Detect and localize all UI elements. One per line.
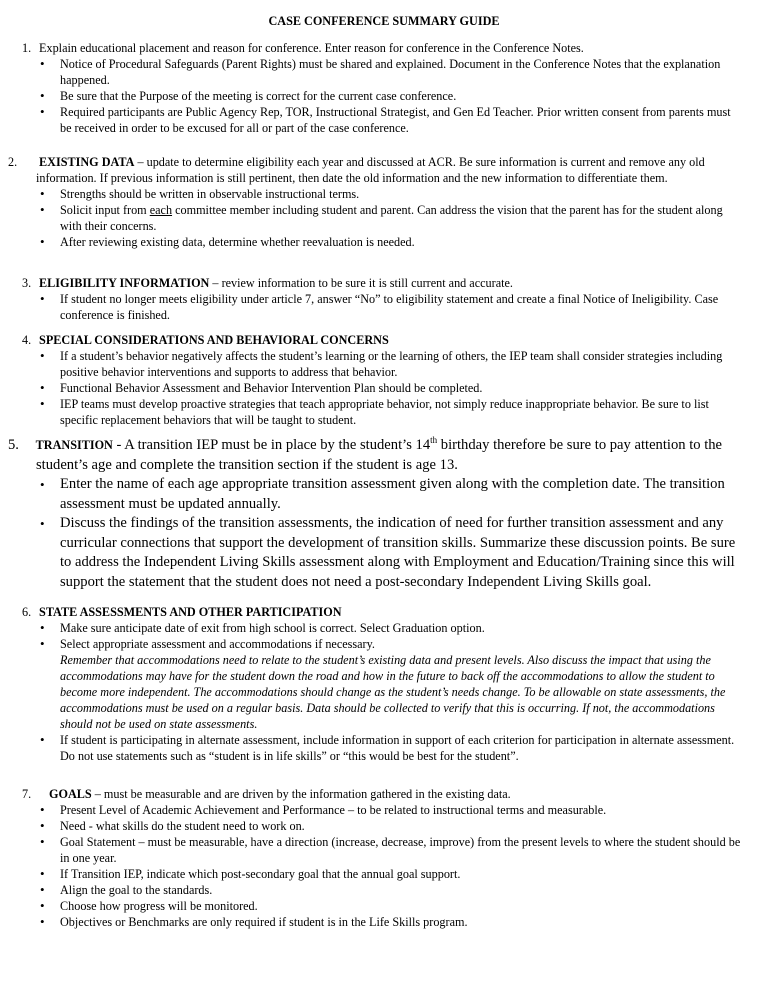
- section-7-bullet-4: • If Transition IEP, indicate which post-secondary goal that the annual goal support.: [22, 866, 742, 882]
- section-2-bullet-2-underlined: each: [149, 203, 173, 217]
- page-title: CASE CONFERENCE SUMMARY GUIDE: [268, 14, 500, 28]
- section-7-bullet-6: • Choose how progress will be monitored.: [22, 898, 742, 914]
- section-4-bullet-3: • IEP teams must develop proactive strategies that teach appropriate behavior, not simply reduce inappropriate behavior. Be sure to list specific replacement behaviors that will be taught to student.: [22, 396, 742, 428]
- section-2-text: – update to determine eligibility each year and discussed at ACR. Be sure information is current and remove any old information. If previous information is still pertinent, then date the old information and the new information to differentiate them.: [36, 155, 705, 185]
- section-7-heading: GOALS: [49, 787, 92, 801]
- section-5-heading: TRANSITION: [35, 438, 113, 452]
- section-4-heading: SPECIAL CONSIDERATIONS AND BEHAVIORAL CONCERNS: [39, 333, 389, 347]
- section-7-intro: [22, 786, 742, 802]
- section-3-heading: ELIGIBILITY INFORMATION: [39, 276, 210, 290]
- section-2: [8, 154, 742, 250]
- section-7-text: – must be measurable and are driven by the information gathered in the existing data.: [91, 787, 511, 801]
- section-1-text: Explain educational placement and reason for conference. Enter reason for conference in the Conference Notes.: [39, 41, 584, 55]
- section-6-number: 6.: [22, 605, 32, 619]
- section-3-bullet-1: • If student no longer meets eligibility under article 7, answer “No” to eligibility statement and create a final Notice of Ineligibility. Case conference is finished.: [22, 291, 742, 323]
- section-4-intro: [22, 332, 742, 348]
- section-6: [22, 604, 742, 764]
- section-2-bullet-2: [22, 202, 742, 234]
- section-2-heading: EXISTING DATA: [39, 155, 135, 169]
- section-1-bullet-3: • Required participants are Public Agency Rep, TOR, Instructional Strategist, and Gen Ed Teacher. Prior written consent from parents must be received in order to be excused for all or part of the case conference.: [22, 104, 742, 136]
- section-4-bullet-2: • Functional Behavior Assessment and Behavior Intervention Plan should be completed.: [22, 380, 742, 396]
- section-5: [8, 435, 742, 592]
- section-7-bullet-5: • Align the goal to the standards.: [22, 882, 742, 898]
- section-5-text-start: - A transition IEP must be in place by the student’s 14: [112, 437, 431, 453]
- section-1-intro: [22, 40, 742, 56]
- section-6-note: Remember that accommodations need to relate to the student’s existing data and present levels. Also discuss the impact that using the accommodations may have for the student down the road and how in the future to back off the accommodations to allow the student to become more independent. The accommodations should change as the student’s needs change. To be allowable on state assessments, the accommodations must be used on a regular basis. Data should be collected to verify that this is occurring. If not, the accommodations should not be used on state assessments.: [60, 653, 726, 731]
- section-5-text-end: birthday therefore be sure to pay attention to the student’s age and complete the transition section if the student is age 13.: [36, 437, 723, 473]
- section-7-bullet-1: • Present Level of Academic Achievement and Performance – to be related to instructional terms and measurable.: [22, 802, 742, 818]
- section-2-bullet-1: • Strengths should be written in observable instructional terms.: [22, 186, 742, 202]
- section-2-bullet-2-start: Solicit input from: [60, 203, 150, 217]
- section-1-bullet-1: • Notice of Procedural Safeguards (Parent Rights) must be shared and explained. Document in the Conference Notes that the explanation happened.: [22, 56, 742, 88]
- section-5-intro: [8, 435, 742, 475]
- section-3-text: – review information to be sure it is still current and accurate.: [209, 276, 513, 290]
- section-6-bullet-3: • If student is participating in alternate assessment, include information in support of each criterion for participation in alternate assessment. Do not use statements such as “student is in life skills” or “this would be best for the student”.: [22, 732, 742, 764]
- section-6-bullet-1: • Make sure anticipate date of exit from high school is correct. Select Graduation option.: [22, 620, 742, 636]
- section-2-number: 2.: [8, 155, 18, 169]
- section-3: [22, 275, 742, 323]
- section-7-bullet-2: • Need - what skills do the student need to work on.: [22, 818, 742, 834]
- section-2-intro: [8, 154, 742, 186]
- section-3-intro: [22, 275, 742, 291]
- section-6-heading: STATE ASSESSMENTS AND OTHER PARTICIPATION: [39, 605, 342, 619]
- section-1-number: 1.: [22, 41, 32, 55]
- section-2-bullet-2-end: committee member including student and parent. Can address the vision that the parent has for the student along with their concerns.: [60, 203, 723, 233]
- section-5-bullet-2: • Discuss the findings of the transition assessments, the indication of need for further transition assessment and any curricular connections that support the development of transition skills. Summarize these discussion points. Be sure to address the Independent Living Skills assessment along with Employment and Education/Training since this will support the statement that the student does not need a post-secondary Independent Living Skills goal.: [22, 514, 742, 592]
- section-6-intro: [22, 604, 742, 620]
- section-4: [22, 332, 742, 428]
- section-6-bullet-2: • Select appropriate assessment and accommodations if necessary.: [22, 636, 742, 652]
- section-4-bullet-1: • If a student’s behavior negatively affects the student’s learning or the learning of others, the IEP team shall consider strategies including positive behavior interventions and supports to address that behavior.: [22, 348, 742, 380]
- section-3-number: 3.: [22, 276, 32, 290]
- section-7: [22, 786, 742, 930]
- section-7-number: 7.: [22, 787, 32, 801]
- section-1-bullet-2: • Be sure that the Purpose of the meeting is correct for the current case conference.: [22, 88, 742, 104]
- section-5-superscript: th: [430, 435, 438, 446]
- section-7-bullet-3: • Goal Statement – must be measurable, have a direction (increase, decrease, improve) from the present levels to where the student should be in one year.: [22, 834, 742, 866]
- section-2-bullet-3: • After reviewing existing data, determine whether reevaluation is needed.: [22, 234, 742, 250]
- section-1: [22, 40, 742, 136]
- section-5-number: 5.: [8, 437, 19, 453]
- section-5-bullet-1: • Enter the name of each age appropriate transition assessment given along with the completion date. The transition assessment must be updated annually.: [22, 475, 742, 514]
- section-7-bullet-7: • Objectives or Benchmarks are only required if student is in the Life Skills program.: [22, 914, 742, 930]
- section-4-number: 4.: [22, 333, 32, 347]
